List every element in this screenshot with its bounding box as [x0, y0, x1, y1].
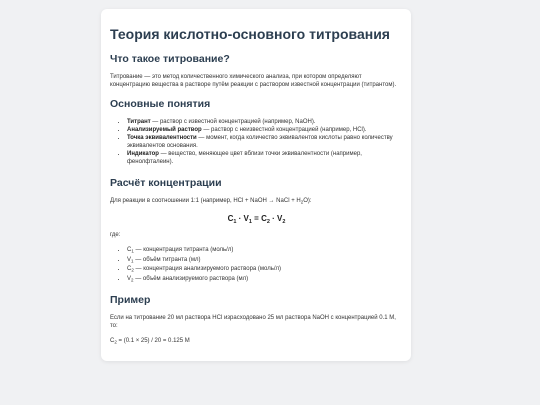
list-item — [127, 135, 403, 151]
concept-desc: — вещество, меняющее цвет вблизи точки эквивалентности (например, фенолфталеин). — [127, 151, 362, 166]
concept-desc: — момент, когда количество эквивалентов кислоты равно количеству эквивалентов основания. — [127, 135, 393, 149]
example-paragraph: Если на титрование 20 мл раствора HCl израсходовано 25 мл раствора NaOH с концентрацией 0.1 М, то: — [110, 314, 396, 329]
concept-desc: — раствор с неизвестной концентрацией (например, HCl). — [201, 126, 367, 133]
example-calculation: $C_2 = (0.1 \times 25) / 20 = 0.125$ М — [110, 338, 190, 345]
section-heading-what: Что такое титрование? — [110, 53, 230, 65]
list-item: • $V_1$ — объём титранта (мл) — [127, 257, 403, 265]
concept-term: Титрант — [127, 118, 151, 125]
concentration-formula: $C_1 \cdot V_1 = C_2 \cdot V_2$ — [227, 213, 286, 225]
definition-paragraph: Титрование — это метод количественного химического анализа, при котором определяют концентрацию вещества в растворе путём реакции с раствором известной концентрации (титрантом). — [110, 74, 397, 88]
list-item — [127, 151, 403, 167]
list-item: • $C_2$ — концентрация анализируемого раствора (моль/л) — [127, 266, 403, 274]
concepts-list — [110, 119, 403, 167]
section-heading-example: Пример — [110, 293, 151, 306]
concept-term: Индикатор — [127, 151, 159, 158]
concept-term: Точка эквивалентности — [127, 135, 197, 142]
calc-intro: Для реакции в соотношении 1:1 (например, HCl + NaOH → NaCl + $H_2O$): — [110, 197, 312, 205]
list-item — [127, 127, 403, 135]
concept-term: Анализируемый раствор — [127, 126, 202, 133]
list-item — [127, 119, 403, 127]
page-title: Теория кислотно-основного титрования — [110, 26, 390, 42]
list-item: • $C_1$ — концентрация титранта (моль/л) — [127, 247, 403, 255]
variables-list — [110, 247, 403, 283]
concept-desc: — раствор с известной концентрацией (например, NaOH). — [150, 118, 316, 125]
section-heading-calc: Расчёт концентрации — [110, 176, 222, 189]
content-card — [101, 9, 411, 361]
list-item: • $V_2$ — объём анализируемого раствора (мл) — [127, 276, 403, 284]
where-label: где: — [110, 231, 121, 238]
section-heading-concepts: Основные понятия — [110, 97, 211, 110]
